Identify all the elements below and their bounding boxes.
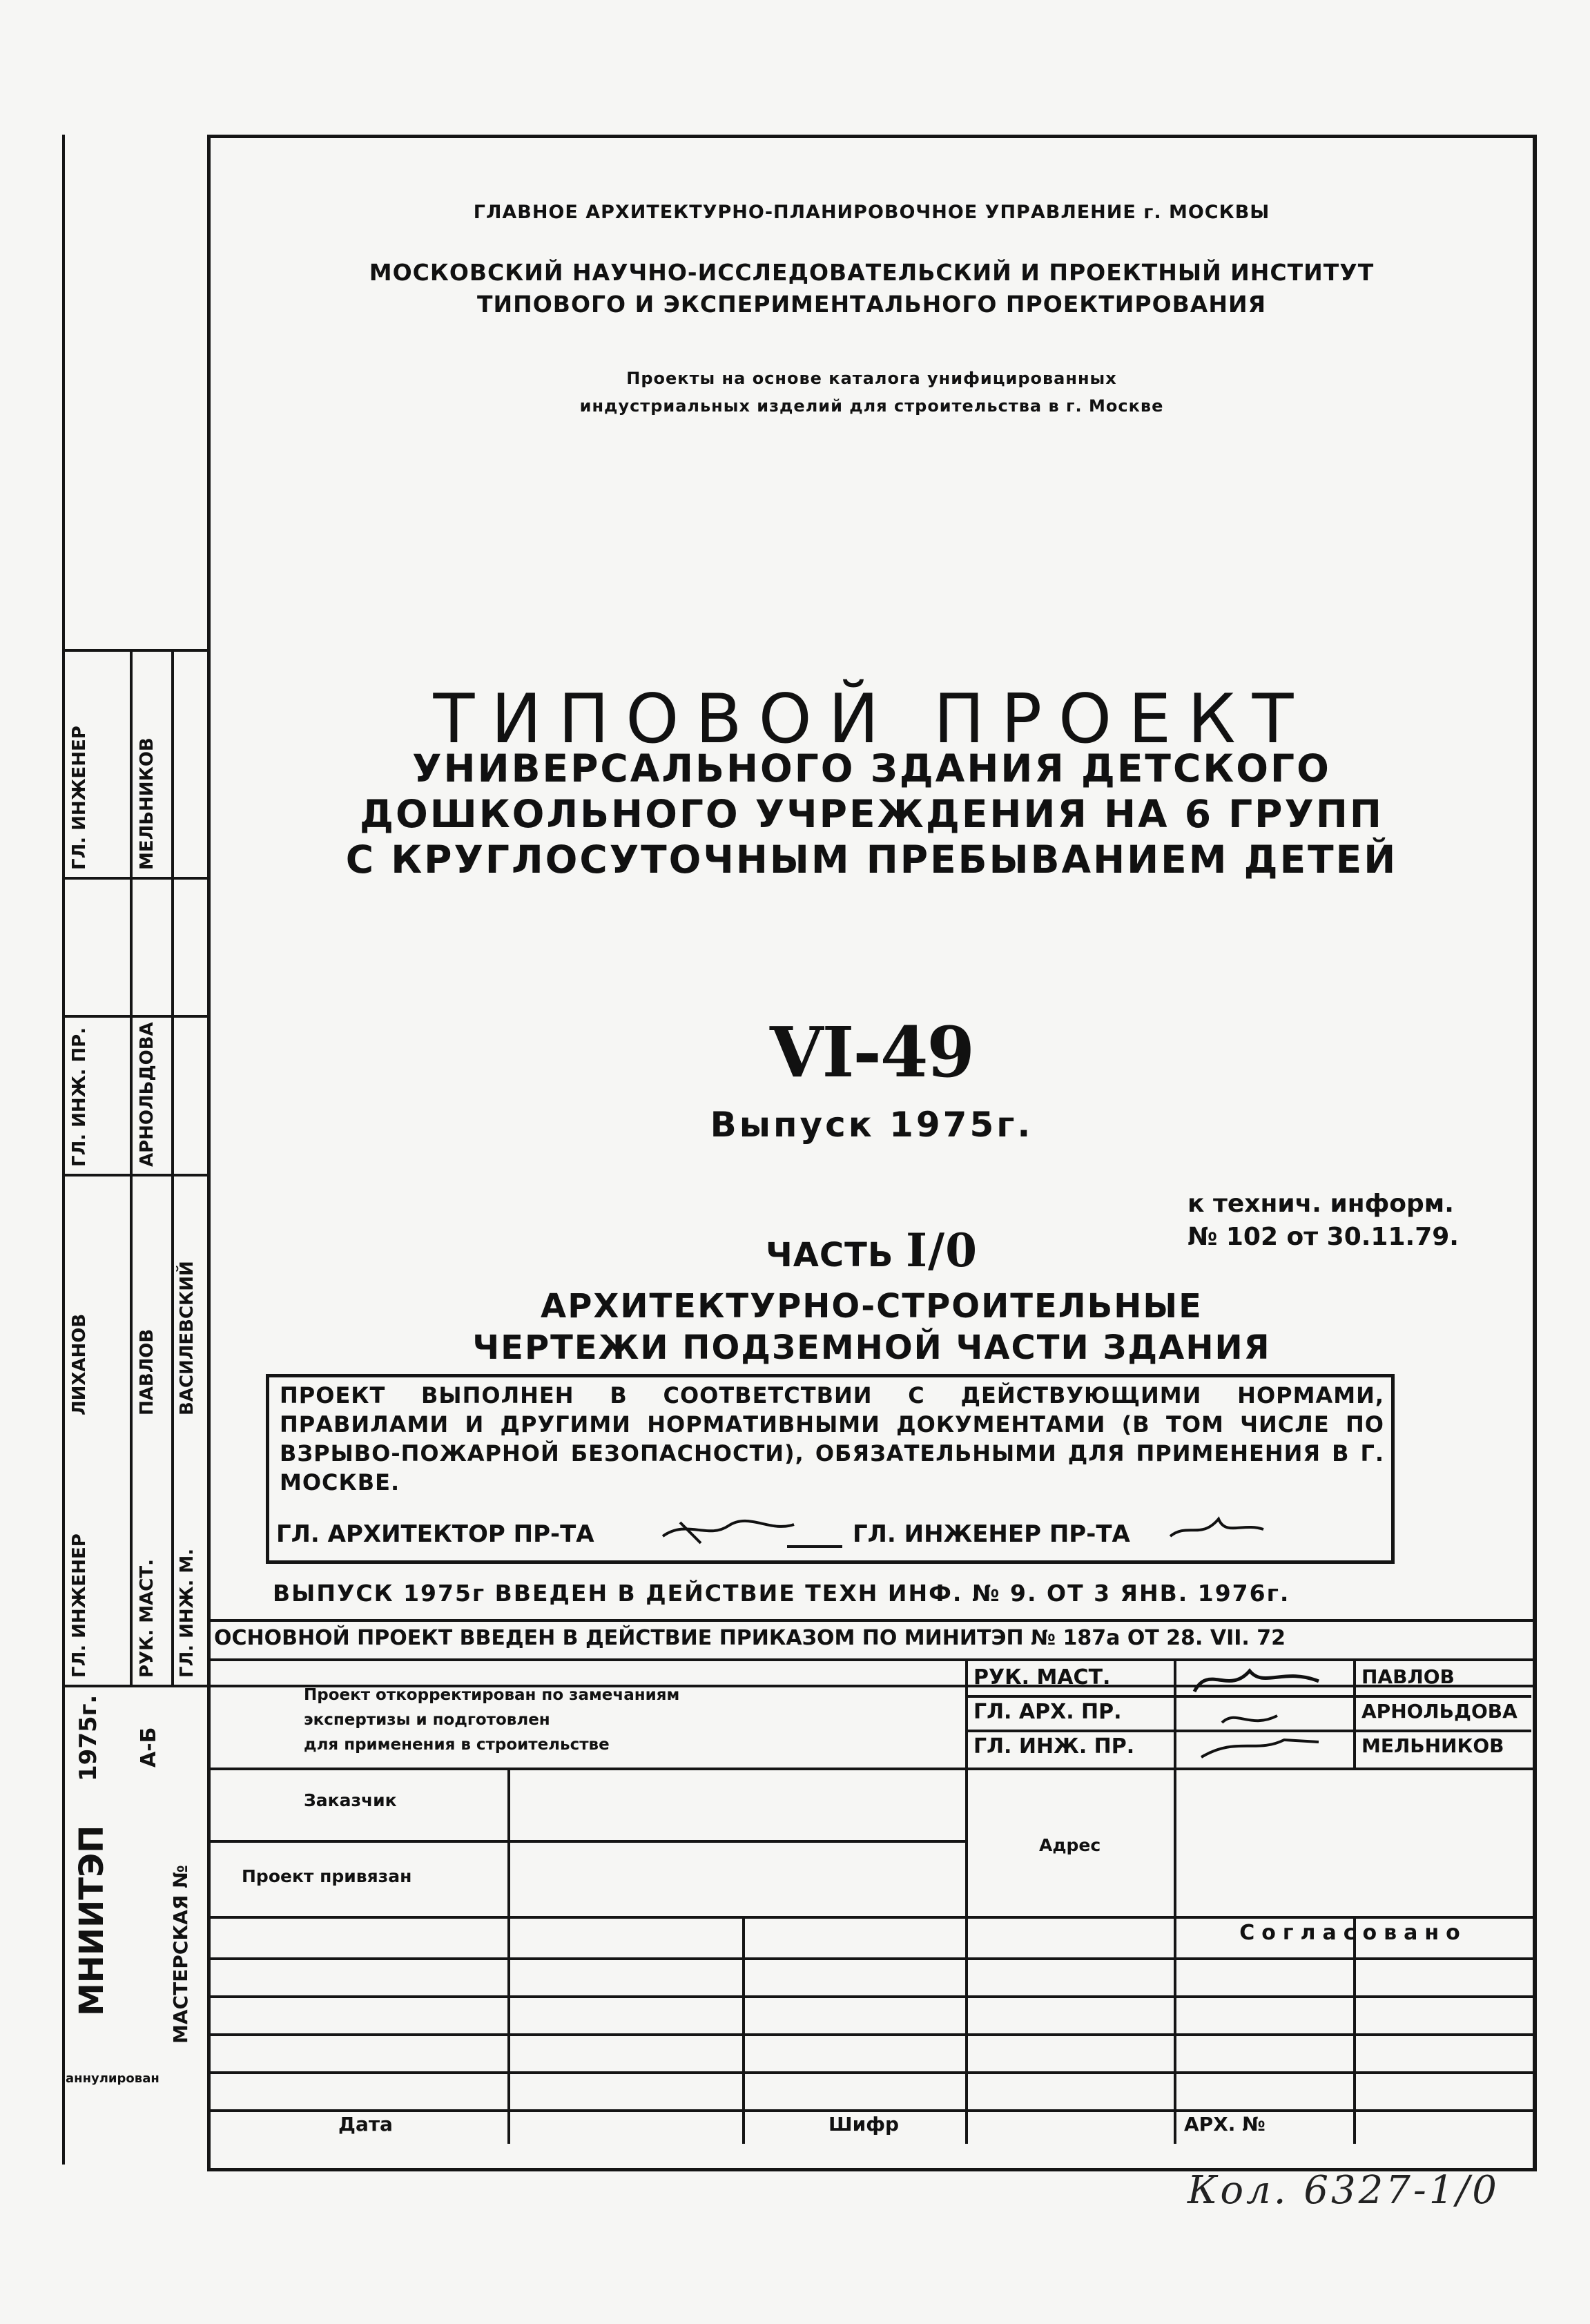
issue-year: Выпуск 1975г.	[710, 1105, 1034, 1145]
grid-hline	[207, 2109, 1533, 2112]
agreed-label: Согласовано	[1239, 1921, 1467, 1945]
chief-engineer-label: ГЛ. ИНЖЕНЕР ПР-ТА	[853, 1520, 1130, 1548]
name-1: ПАВЛОВ	[1361, 1665, 1455, 1688]
stamp-signatures	[1181, 1660, 1346, 1764]
left-strip-replaced: аннулирован	[66, 2071, 159, 2086]
name-2: АРНОЛЬДОВА	[1361, 1700, 1518, 1723]
doc-subtitle	[207, 746, 1536, 882]
grid-vline	[507, 1768, 510, 2144]
cipher-label: Шифр	[828, 2113, 900, 2136]
left-strip-year: 1975г.	[75, 1694, 102, 1781]
handwritten-archive-number: Кол. 6327-1/0	[1187, 2168, 1500, 2213]
grid-hline	[207, 1957, 1533, 1960]
grid-hline	[207, 1916, 1533, 1919]
grid-hline	[207, 1840, 967, 1843]
customer-label: Заказчик	[304, 1790, 397, 1810]
part-label: ЧАСТЬ	[765, 1236, 894, 1275]
corrected-line3: для применения в строительстве	[304, 1736, 610, 1754]
left-strip-institute: МНИИТЭП	[72, 1825, 111, 2016]
grid-hline	[207, 2071, 1533, 2074]
part-number: I/0	[906, 1223, 978, 1277]
left-strip-name: ЛИХАНОВ	[69, 1313, 90, 1415]
role-2: ГЛ. АРХ. ПР.	[973, 1700, 1122, 1724]
chief-architect-label: ГЛ. АРХИТЕКТОР ПР-ТА	[276, 1520, 594, 1548]
base-enactment: ОСНОВНОЙ ПРОЕКТ ВВЕДЕН В ДЕЙСТВИЕ ПРИКАЗОМ ПО МИНИТЭП № 187а ОТ 28. VII. 72	[214, 1626, 1286, 1650]
left-strip-role: ГЛ. ИНЖЕНЕР	[69, 1533, 90, 1678]
left-strip-role: РУК. МАСТ.	[137, 1559, 157, 1678]
name-3: МЕЛЬНИКОВ	[1361, 1734, 1504, 1757]
date-label: Дата	[338, 2113, 393, 2136]
stamp-vline	[1174, 1658, 1176, 1769]
left-strip-line	[62, 877, 211, 880]
institute-line1: МОСКОВСКИЙ НАУЧНО-ИССЛЕДОВАТЕЛЬСКИЙ И ПРОЕКТНЫЙ ИНСТИТУТ	[369, 259, 1375, 286]
chief-engineer-signature	[1167, 1509, 1270, 1547]
left-strip-divider-2	[171, 649, 174, 1685]
left-strip-divider	[130, 649, 133, 1685]
address-label: Адрес	[1039, 1835, 1101, 1855]
left-strip-top-role: ГЛ. ИНЖЕНЕР	[69, 726, 90, 870]
project-code: VI-49	[769, 1011, 974, 1093]
compliance-text: ПРОЕКТ ВЫПОЛНЕН В СООТВЕТСТВИИ С ДЕЙСТВУЮЩИМИ НОРМАМИ, ПРАВИЛАМИ И ДРУГИМИ НОРМАТИВНЫМИ ДОКУМЕНТАМИ (В ТОМ ЧИСЛЕ ПО ВЗРЫВО-ПОЖАРНОЙ БЕЗОПАСНОСТИ), ОБЯЗАТЕЛЬНЫМИ ДЛЯ ПРИМЕНЕНИЯ В Г. МОСКВЕ.	[280, 1382, 1384, 1495]
left-strip-line	[62, 1685, 211, 1687]
bound-label: Проект привязан	[242, 1866, 412, 1886]
stamp-vline	[965, 1658, 968, 1769]
grid-hline	[207, 2033, 1533, 2036]
sig-line	[787, 1545, 842, 1548]
left-strip-sheet: А-Б	[137, 1727, 161, 1768]
left-strip-top-name: АРНОЛЬДОВА	[137, 1022, 157, 1167]
corrected-note	[304, 1683, 679, 1757]
part-title	[207, 1286, 1536, 1368]
basis-line2: индустриальных изделий для строительства в г. Москве	[579, 396, 1164, 416]
left-strip-name: ПАВЛОВ	[137, 1328, 157, 1415]
subtitle-line2: ДОШКОЛЬНОГО УЧРЕЖДЕНИЯ НА 6 ГРУПП	[360, 792, 1384, 836]
left-strip-role: ГЛ. ИНЖ. М.	[177, 1548, 197, 1678]
left-strip-line	[62, 1174, 211, 1176]
left-strip-top-role: ГЛ. ИНЖ. ПР.	[69, 1027, 90, 1167]
tech-ref-line2: № 102 от 30.11.79.	[1187, 1223, 1459, 1251]
chief-architect-signature	[659, 1512, 797, 1547]
basis-note	[207, 365, 1536, 420]
left-strip-line	[62, 1015, 211, 1018]
doc-title: ТИПОВОЙ ПРОЕКТ	[433, 680, 1310, 759]
left-strip-top-name: МЕЛЬНИКОВ	[137, 737, 157, 870]
part-heading	[207, 1223, 1536, 1277]
org-name: ГЛАВНОЕ АРХИТЕКТУРНО-ПЛАНИРОВОЧНОЕ УПРАВЛЕНИЕ г. МОСКВЫ	[473, 202, 1270, 223]
part-title-line2: ЧЕРТЕЖИ ПОДЗЕМНОЙ ЧАСТИ ЗДАНИЯ	[472, 1328, 1271, 1367]
role-3: ГЛ. ИНЖ. ПР.	[973, 1734, 1135, 1759]
subtitle-line1: УНИВЕРСАЛЬНОГО ЗДАНИЯ ДЕТСКОГО	[412, 746, 1331, 791]
tech-ref-line1: к технич. информ.	[1187, 1190, 1454, 1218]
corrected-line1: Проект откорректирован по замечаниям	[304, 1686, 680, 1704]
institute-line2: ТИПОВОГО И ЭКСПЕРИМЕНТАЛЬНОГО ПРОЕКТИРОВАНИЯ	[477, 291, 1266, 318]
corrected-line2: экспертизы и подготовлен	[304, 1711, 550, 1729]
left-strip-name: ВАСИЛЕВСКИЙ	[177, 1261, 197, 1415]
stamp-hline	[207, 1768, 1533, 1770]
stamp-vline	[1353, 1658, 1356, 1769]
basis-line1: Проекты на основе каталога унифицированных	[626, 369, 1117, 388]
issue-enactment: ВЫПУСК 1975г ВВЕДЕН В ДЕЙСТВИЕ ТЕХН ИНФ. № 9. ОТ 3 ЯНВ. 1976г.	[273, 1580, 1290, 1607]
enactment-line	[207, 1619, 1533, 1622]
part-title-line1: АРХИТЕКТУРНО-СТРОИТЕЛЬНЫЕ	[541, 1287, 1203, 1326]
institute-name	[207, 257, 1536, 320]
subtitle-line3: С КРУГЛОСУТОЧНЫМ ПРЕБЫВАНИЕМ ДЕТЕЙ	[345, 837, 1398, 882]
left-strip-workshop: МАСТЕРСКАЯ №	[169, 1865, 192, 2044]
archive-label: АРХ. №	[1184, 2113, 1266, 2136]
left-strip-border	[62, 135, 65, 2165]
grid-vline	[965, 1768, 968, 2144]
role-1: РУК. МАСТ.	[973, 1665, 1111, 1689]
left-strip-line	[62, 649, 211, 652]
grid-hline	[207, 1995, 1533, 1998]
grid-vline	[1174, 1768, 1176, 1916]
